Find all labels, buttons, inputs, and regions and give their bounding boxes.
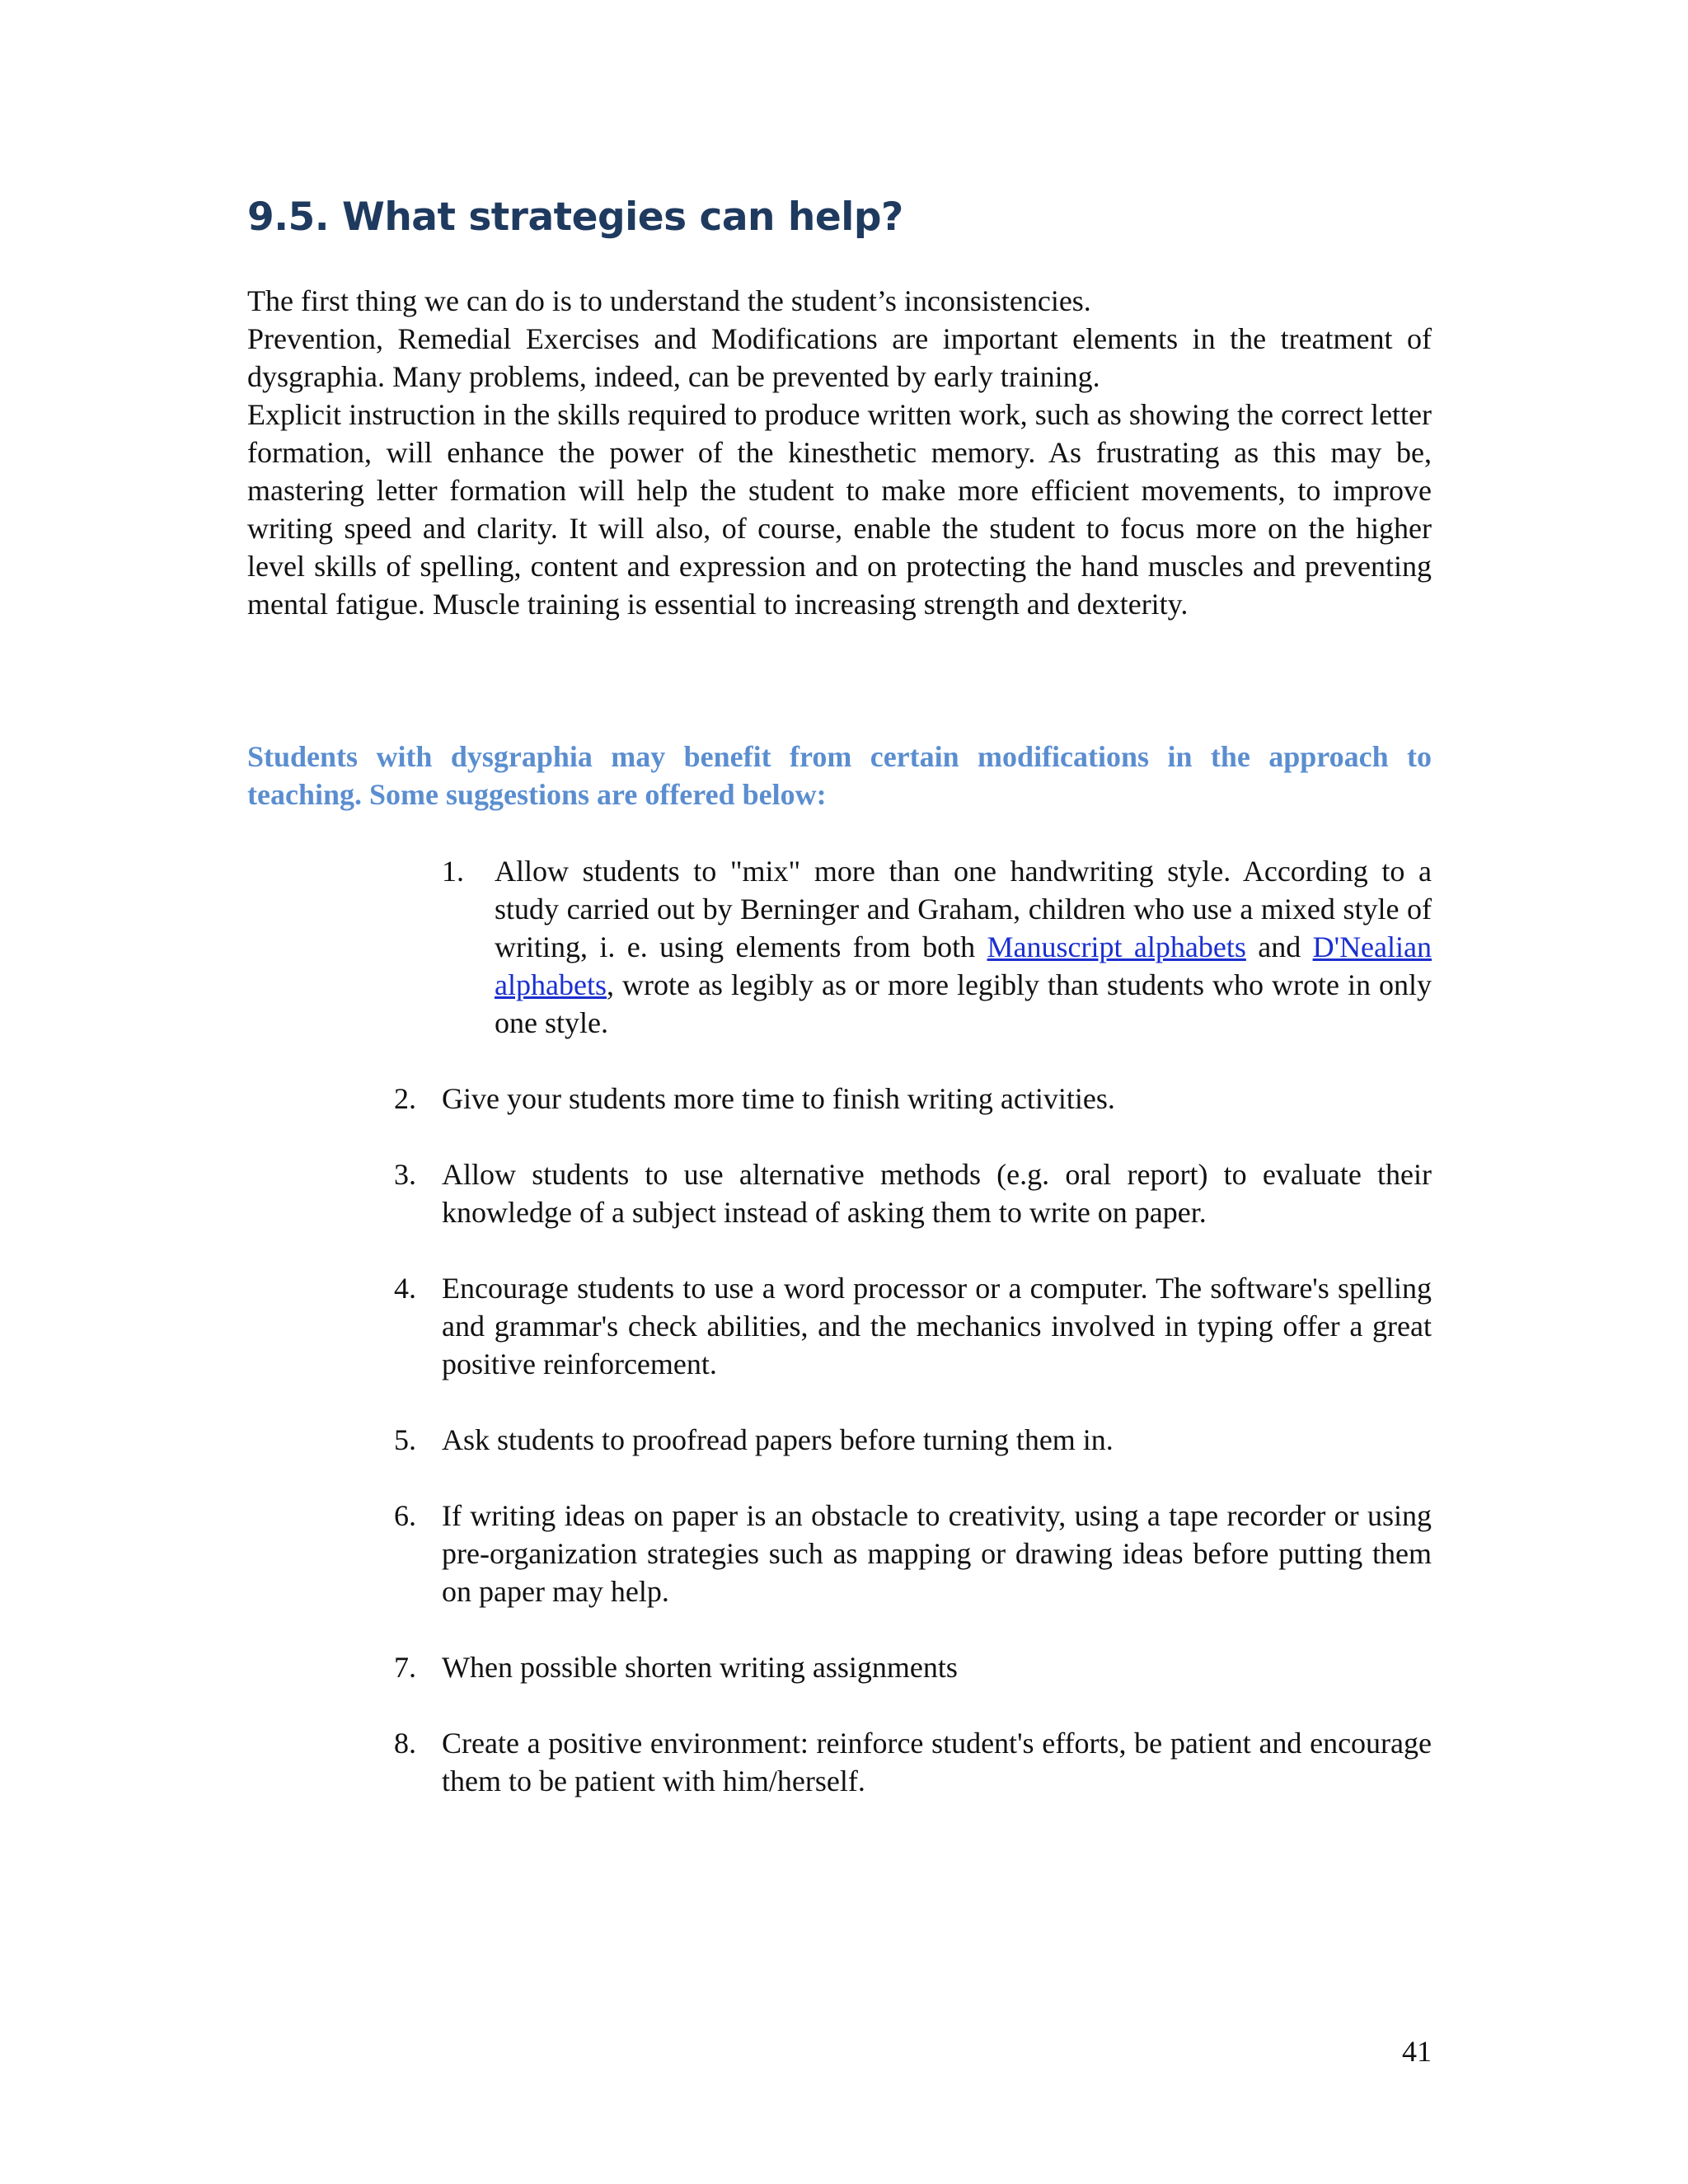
list-item-text: Allow students to use alternative methods (e.g. oral report) to evaluate their knowledge of a subject instead of asking them to write on paper. xyxy=(442,1158,1432,1229)
list-item xyxy=(394,1497,1432,1610)
list-item xyxy=(394,1080,1432,1118)
intro-line: Prevention, Remedial Exercises and Modifications are important elements in the treatment of dysgraphia. Many problems, indeed, can be prevented by early training. xyxy=(247,322,1432,393)
list-item-text: and xyxy=(1245,930,1313,963)
page-number: 41 xyxy=(1402,2035,1432,2068)
intro-line: Explicit instruction in the skills required to produce written work, such as showing the correct letter formation, will enhance the power of the kinesthetic memory. As frustrating as this may be, mastering letter formation will help the student to make more efficient movements, to improve writing speed and clarity. It will also, of course, enable the student to focus more on the higher level skills of spelling, content and expression and on protecting the hand muscles and preventing mental fatigue. Muscle training is essential to increasing strength and dexterity. xyxy=(247,398,1432,621)
intro-paragraph xyxy=(247,282,1432,623)
list-item-text: If writing ideas on paper is an obstacle to creativity, using a tape recorder or using pre-organization strategies such as mapping or drawing ideas before putting them on paper may help. xyxy=(442,1499,1432,1608)
list-item xyxy=(394,1648,1432,1686)
list-item-number: 2. xyxy=(394,1082,416,1115)
list-item xyxy=(394,1421,1432,1459)
section-heading: 9.5. What strategies can help? xyxy=(247,194,903,240)
list-item-text: , wrote as legibly as or more legibly than students who wrote in only one style. xyxy=(495,968,1432,1039)
list-item xyxy=(394,1155,1432,1231)
list-item-number: 6. xyxy=(394,1499,416,1532)
manuscript-alphabets-link[interactable]: Manuscript alphabets xyxy=(987,930,1246,963)
list-item-text: Ask students to proofread papers before turning them in. xyxy=(442,1423,1114,1456)
list-item xyxy=(394,1724,1432,1800)
list-item-number: 8. xyxy=(394,1727,416,1760)
list-item xyxy=(394,1269,1432,1383)
list-item-number: 3. xyxy=(394,1158,416,1191)
list-item-number: 5. xyxy=(394,1423,416,1456)
list-item-number: 7. xyxy=(394,1651,416,1684)
list-item-text: Create a positive environment: reinforce student's efforts, be patient and encourage them to be patient with him/herself. xyxy=(442,1727,1432,1797)
list-item-number: 4. xyxy=(394,1272,416,1305)
suggestions-list xyxy=(394,852,1432,1838)
list-item xyxy=(394,852,1432,1042)
list-item-text: Give your students more time to finish writing activities. xyxy=(442,1082,1115,1115)
list-item-text: Allow students to "mix" more than one handwriting style. According to a study carried out by Berninger and Graham, children who use a mixed style of writing, i. e. using elements from both xyxy=(495,855,1432,963)
list-item-text: When possible shorten writing assignments xyxy=(442,1651,958,1684)
list-item-text: Encourage students to use a word processor or a computer. The software's spelling and grammar's check abilities, and the mechanics involved in typing offer a great positive reinforcement. xyxy=(442,1272,1432,1380)
list-item-number: 1. xyxy=(442,855,464,888)
dnealian-alphabets-link[interactable]: D'Nealian alphabets xyxy=(495,930,1432,1001)
intro-line: The first thing we can do is to understand the student’s inconsistencies. xyxy=(247,284,1091,317)
suggestions-lead: Students with dysgraphia may benefit from certain modifications in the approach to teaching. Some suggestions are offered below: xyxy=(247,740,1432,811)
